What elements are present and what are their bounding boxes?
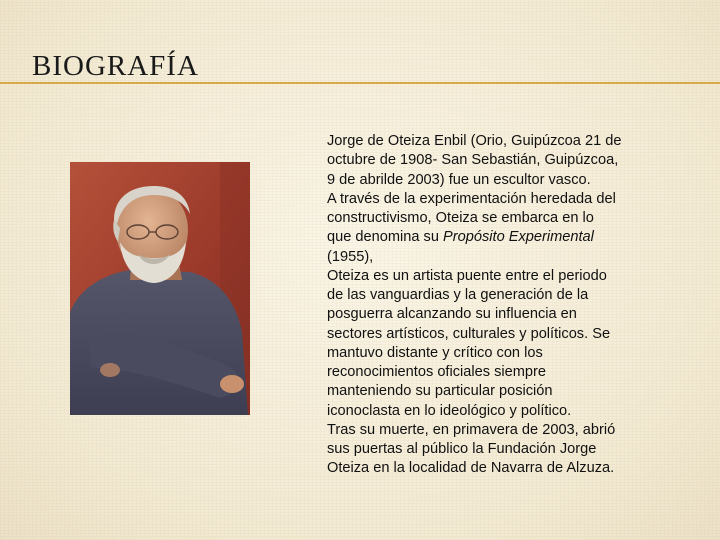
portrait-illustration [70,162,250,415]
biography-text-rest: (1955), Oteiza es un artista puente entre el periodo de las vanguardias y la generación de la posguerra alcanzando su influencia en sectores artísticos, culturales y políticos. Se mantuvo distante y crítico con los reconocimientos oficiales siempre manteniendo su particular posición iconoclasta en lo ideológico y político. Tras su muerte, en primavera de 2003, abrió sus puertas al público la Fundación Jorge Oteiza en la localidad de Navarra de Alzuza. [327,248,616,477]
title-divider [0,82,720,84]
slide-title: BIOGRAFÍA [32,50,199,82]
biography-text [327,132,687,479]
biography-italic-title: Propósito Experimental [443,229,594,246]
portrait-photo [70,162,250,415]
biography-text-intro: Jorge de Oteiza Enbil (Orio, Guipúzcoa 21 de octubre de 1908- San Sebastián, Guipúzcoa, 9 de abrilde 2003) fue un escultor vasco. A través de la experimentación heredada del constructivismo, Oteiza se embarca en lo que denomina su [327,133,622,246]
